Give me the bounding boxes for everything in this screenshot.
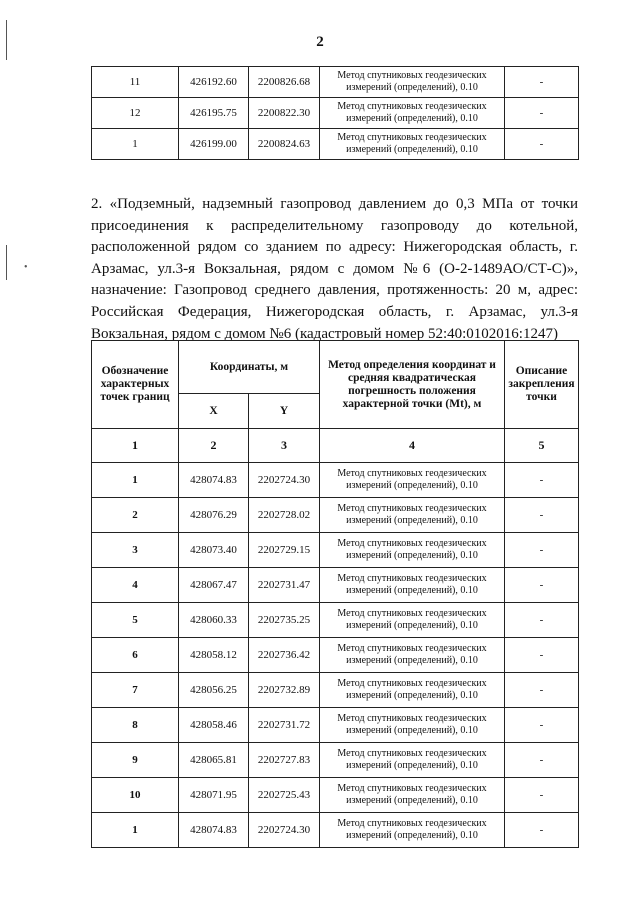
scan-dot: • — [24, 262, 28, 273]
table-row — [92, 498, 579, 533]
table-row — [92, 743, 579, 778]
description-cell: - — [505, 778, 579, 813]
table-row — [92, 813, 579, 848]
column-number: 3 — [249, 429, 320, 463]
description-cell: - — [505, 98, 579, 129]
x-coordinate-cell: 426199.00 — [179, 129, 249, 160]
y-coordinate-cell: 2202732.89 — [249, 673, 320, 708]
method-cell: Метод спутниковых геодезических измерений (определений), 0.10 — [320, 98, 505, 129]
table-row — [92, 603, 579, 638]
y-coordinate-cell: 2202729.15 — [249, 533, 320, 568]
scan-margin-mark — [6, 245, 7, 280]
method-cell: Метод спутниковых геодезических измерений (определений), 0.10 — [320, 778, 505, 813]
header-coordinates: Координаты, м — [179, 341, 320, 394]
method-cell: Метод спутниковых геодезических измерений (определений), 0.10 — [320, 463, 505, 498]
y-coordinate-cell: 2202731.72 — [249, 708, 320, 743]
point-number-cell: 1 — [92, 813, 179, 848]
y-coordinate-cell: 2202731.47 — [249, 568, 320, 603]
y-coordinate-cell: 2202735.25 — [249, 603, 320, 638]
y-coordinate-cell: 2202724.30 — [249, 813, 320, 848]
x-coordinate-cell: 428058.12 — [179, 638, 249, 673]
method-cell: Метод спутниковых геодезических измерений (определений), 0.10 — [320, 568, 505, 603]
description-cell: - — [505, 638, 579, 673]
description-cell: - — [505, 463, 579, 498]
point-number-cell: 11 — [92, 67, 179, 98]
y-coordinate-cell: 2202727.83 — [249, 743, 320, 778]
point-number-cell: 3 — [92, 533, 179, 568]
table-row — [92, 98, 579, 129]
description-cell: - — [505, 67, 579, 98]
coordinates-table — [91, 340, 579, 848]
column-number: 1 — [92, 429, 179, 463]
point-number-cell: 7 — [92, 673, 179, 708]
method-cell: Метод спутниковых геодезических измерений (определений), 0.10 — [320, 673, 505, 708]
point-number-cell: 10 — [92, 778, 179, 813]
method-cell: Метод спутниковых геодезических измерений (определений), 0.10 — [320, 743, 505, 778]
description-cell: - — [505, 708, 579, 743]
table-row — [92, 463, 579, 498]
x-coordinate-cell: 426192.60 — [179, 67, 249, 98]
column-number: 5 — [505, 429, 579, 463]
point-number-cell: 8 — [92, 708, 179, 743]
table-row — [92, 129, 579, 160]
method-cell: Метод спутниковых геодезических измерений (определений), 0.10 — [320, 533, 505, 568]
table-row — [92, 67, 579, 98]
description-cell: - — [505, 498, 579, 533]
method-cell: Метод спутниковых геодезических измерений (определений), 0.10 — [320, 129, 505, 160]
x-coordinate-cell: 428074.83 — [179, 463, 249, 498]
description-cell: - — [505, 533, 579, 568]
y-coordinate-cell: 2202725.43 — [249, 778, 320, 813]
x-coordinate-cell: 428065.81 — [179, 743, 249, 778]
point-number-cell: 1 — [92, 463, 179, 498]
point-number-cell: 2 — [92, 498, 179, 533]
header-description: Описание закрепления точки — [505, 341, 579, 429]
y-coordinate-cell: 2202724.30 — [249, 463, 320, 498]
method-cell: Метод спутниковых геодезических измерений (определений), 0.10 — [320, 67, 505, 98]
table-row — [92, 638, 579, 673]
y-coordinate-cell: 2200822.30 — [249, 98, 320, 129]
x-coordinate-cell: 428076.29 — [179, 498, 249, 533]
page-number: 2 — [316, 34, 324, 50]
method-cell: Метод спутниковых геодезических измерений (определений), 0.10 — [320, 638, 505, 673]
description-cell: - — [505, 813, 579, 848]
header-point: Обозначение характерных точек границ — [92, 341, 179, 429]
table-row — [92, 533, 579, 568]
y-coordinate-cell: 2200824.63 — [249, 129, 320, 160]
y-coordinate-cell: 2202728.02 — [249, 498, 320, 533]
table-row — [92, 778, 579, 813]
description-cell: - — [505, 673, 579, 708]
method-cell: Метод спутниковых геодезических измерений (определений), 0.10 — [320, 603, 505, 638]
column-number: 2 — [179, 429, 249, 463]
method-cell: Метод спутниковых геодезических измерений (определений), 0.10 — [320, 708, 505, 743]
x-coordinate-cell: 428058.46 — [179, 708, 249, 743]
x-coordinate-cell: 428071.95 — [179, 778, 249, 813]
table-row — [92, 673, 579, 708]
x-coordinate-cell: 428067.47 — [179, 568, 249, 603]
description-cell: - — [505, 603, 579, 638]
point-number-cell: 5 — [92, 603, 179, 638]
object-description-paragraph: 2. «Подземный, надземный газопровод давлением до 0,3 МПа от точки присоединения к распределительному газопроводу до котельной, расположенной рядом со зданием по адресу: Нижегородская область, г. Арзамас, ул.3-я Вокзальная, рядом с домом №6 (О-2-1489АО/СТ-С)», назначение: Газопровод среднего давления, протяженность: 20 м, адрес: Российская Федерация, Нижегородская область, г. Арзамас, ул.3-я Вокзальная, рядом с домом №6 (кадастровый номер 52:40:0102016:1247) — [91, 196, 578, 342]
description-cell: - — [505, 568, 579, 603]
column-numbers-row — [92, 429, 579, 463]
method-cell: Метод спутниковых геодезических измерений (определений), 0.10 — [320, 498, 505, 533]
x-coordinate-cell: 428060.33 — [179, 603, 249, 638]
column-number: 4 — [320, 429, 505, 463]
point-number-cell: 12 — [92, 98, 179, 129]
header-y: Y — [249, 394, 320, 429]
x-coordinate-cell: 428056.25 — [179, 673, 249, 708]
description-cell: - — [505, 129, 579, 160]
point-number-cell: 4 — [92, 568, 179, 603]
x-coordinate-cell: 428073.40 — [179, 533, 249, 568]
description-cell: - — [505, 743, 579, 778]
y-coordinate-cell: 2200826.68 — [249, 67, 320, 98]
header-method: Метод определения координат и средняя квадратическая погрешность положения характерной точки (Mt), м — [320, 341, 505, 429]
coordinates-table-continued — [91, 66, 579, 160]
point-number-cell: 1 — [92, 129, 179, 160]
point-number-cell: 6 — [92, 638, 179, 673]
point-number-cell: 9 — [92, 743, 179, 778]
table-row — [92, 568, 579, 603]
y-coordinate-cell: 2202736.42 — [249, 638, 320, 673]
x-coordinate-cell: 428074.83 — [179, 813, 249, 848]
x-coordinate-cell: 426195.75 — [179, 98, 249, 129]
method-cell: Метод спутниковых геодезических измерений (определений), 0.10 — [320, 813, 505, 848]
header-x: X — [179, 394, 249, 429]
table-row — [92, 708, 579, 743]
